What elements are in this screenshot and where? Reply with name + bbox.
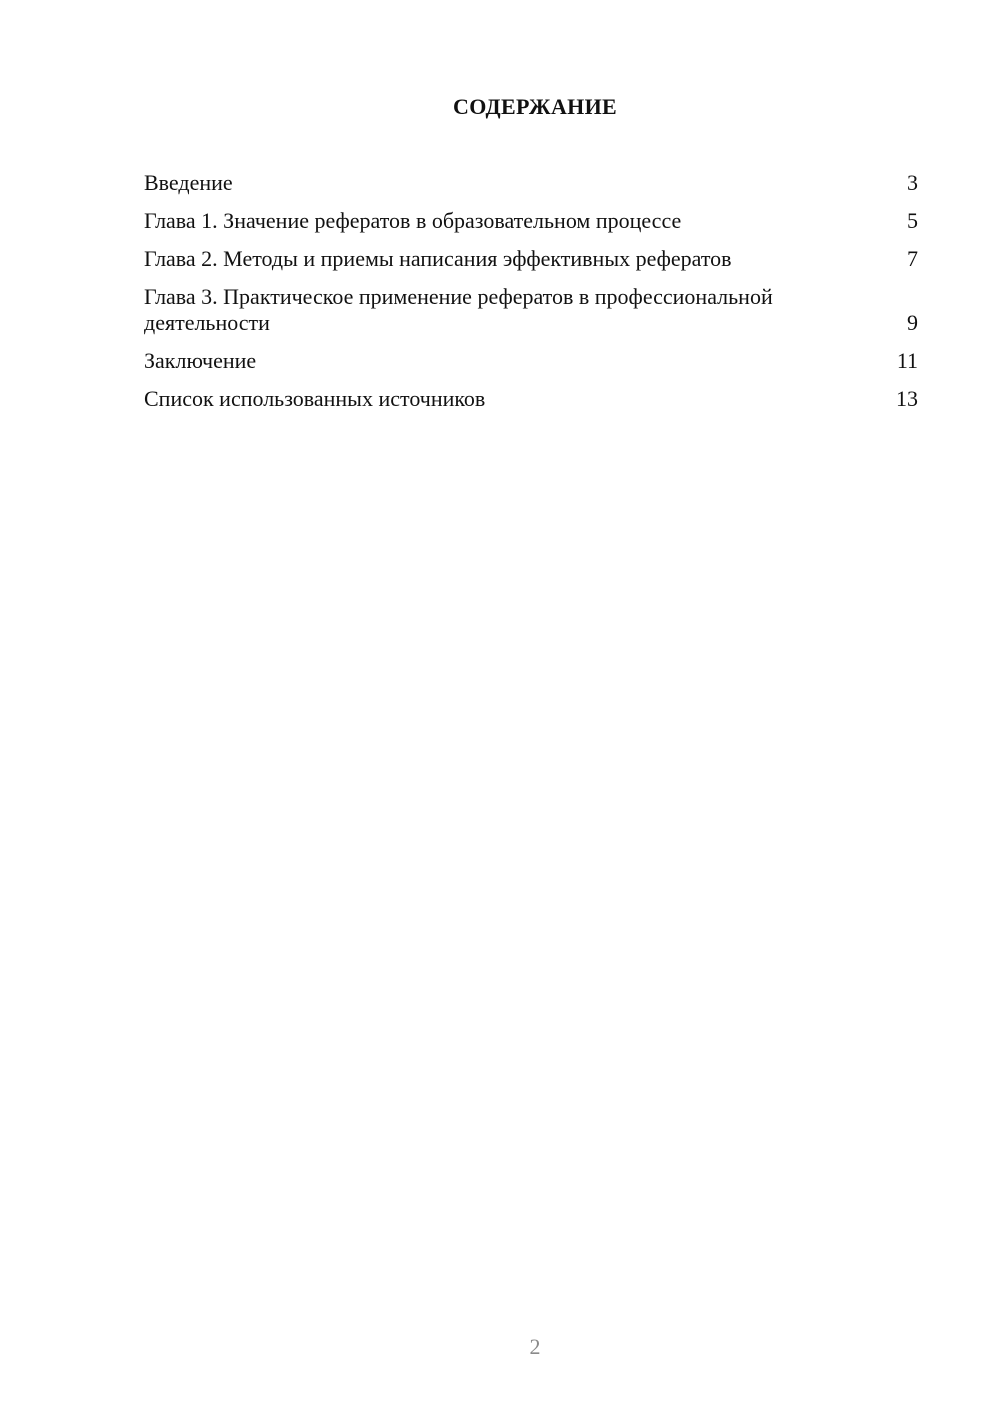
toc-entry-introduction	[144, 170, 918, 196]
page-number: 2	[529, 1334, 541, 1359]
toc-entry-page: 13	[896, 386, 918, 411]
toc-entry-references	[144, 386, 918, 412]
page-title: СОДЕРЖАНИЕ	[453, 94, 617, 119]
toc-entry-page: 9	[907, 310, 918, 335]
table-of-contents	[144, 170, 918, 424]
toc-entry-label: Глава 1. Значение рефератов в образовательном процессе	[144, 208, 682, 233]
toc-entry-conclusion	[144, 348, 918, 374]
toc-entry-label: Глава 3. Практическое применение рефератов в профессиональной деятельности	[144, 284, 773, 335]
toc-entry-label: Список использованных источников	[144, 386, 486, 411]
toc-entry-label: Глава 2. Методы и приемы написания эффективных рефератов	[144, 246, 732, 271]
toc-entry-chapter-2	[144, 246, 918, 272]
toc-entry-label: Введение	[144, 170, 233, 195]
toc-entry-page: 3	[907, 170, 918, 195]
toc-entry-chapter-3	[144, 284, 918, 336]
toc-entry-page: 5	[907, 208, 918, 233]
toc-entry-label: Заключение	[144, 348, 257, 373]
toc-entry-chapter-1	[144, 208, 918, 234]
toc-entry-page: 11	[896, 348, 918, 373]
toc-entry-page: 7	[907, 246, 918, 271]
